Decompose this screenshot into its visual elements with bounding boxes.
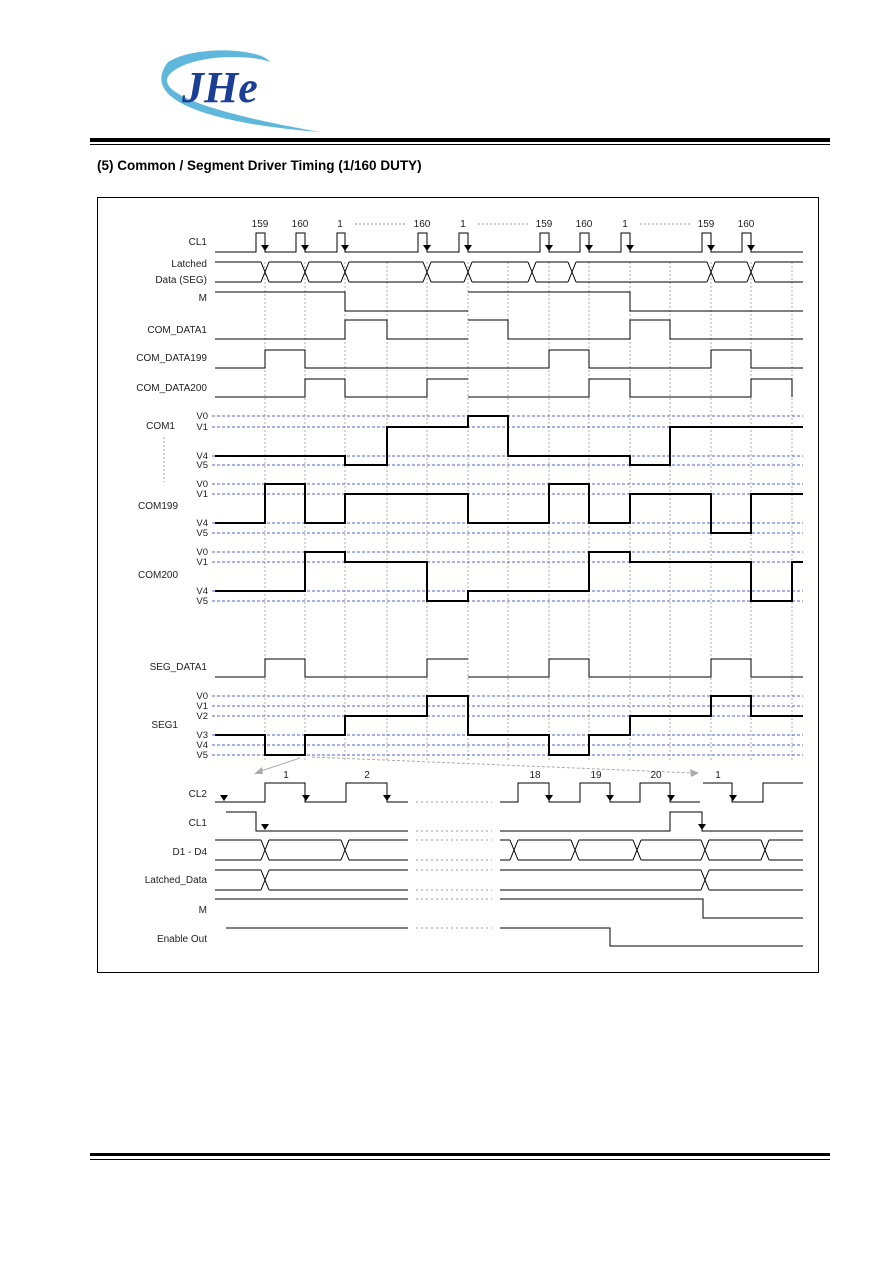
section-title: (5) Common / Segment Driver Timing (1/160 DUTY): [97, 158, 422, 173]
cl1-edge-arrow: [301, 245, 309, 251]
com-data1-label: COM_DATA1: [147, 325, 207, 336]
cl1-edge-arrow: [464, 245, 472, 251]
cl1-count-label: 160: [737, 219, 755, 230]
com-data200-label: COM_DATA200: [136, 383, 207, 394]
cl1-count-label: 160: [291, 219, 309, 230]
com1-level-v1: V1: [196, 422, 208, 433]
cl2-edge-arrow: [545, 795, 553, 801]
com199-waveform: [215, 484, 803, 533]
com-data199-waveform: [215, 350, 803, 368]
cl2-edge-arrow: [729, 795, 737, 801]
cl1-lower-edge-arrow: [698, 824, 706, 830]
footer-rule-thick: [90, 1153, 830, 1156]
cl1-edge-arrow: [341, 245, 349, 251]
com1-level-v0: V0: [196, 411, 208, 422]
m-lower-waveform-2: [500, 899, 803, 918]
cl2-count-label: 18: [529, 770, 541, 781]
cl1-edge-arrow: [585, 245, 593, 251]
enable-out-waveform-2: [500, 928, 803, 946]
cl1-lower-waveform-2: [500, 812, 803, 831]
cl1-edge-arrow: [261, 245, 269, 251]
cl2-edge-arrow: [383, 795, 391, 801]
zoom-arrow-left: [258, 758, 300, 772]
cl2-edge-arrow: [667, 795, 675, 801]
com200-waveform: [215, 552, 803, 601]
cl1-count-label: 160: [575, 219, 593, 230]
cl2-waveform-3: [703, 783, 803, 802]
m-label: M: [198, 293, 207, 304]
seg1-level-v1: V1: [196, 701, 208, 712]
cl1-count-label: 160: [413, 219, 431, 230]
cl1-count-label: 1: [337, 219, 343, 230]
seg-data1-label: SEG_DATA1: [149, 662, 207, 673]
com199-level-v5: V5: [196, 528, 208, 539]
cl2-edge-arrow: [220, 795, 228, 801]
m-waveform-1: [215, 292, 468, 311]
seg-data1-waveform-2: [468, 659, 803, 677]
com-data1-waveform-1: [215, 320, 468, 339]
com-data1-waveform-2: [468, 320, 803, 339]
latched-data-label: Latched_Data: [144, 875, 207, 886]
m-lower-label: M: [198, 905, 207, 916]
cl1-lower-edge-arrow: [261, 824, 269, 830]
com1-level-v5: V5: [196, 460, 208, 471]
cl2-count-label: 1: [715, 770, 721, 781]
m-waveform-2: [468, 292, 803, 311]
zoom-arrow-right-head: [690, 769, 699, 777]
cl2-waveform-1: [215, 783, 408, 802]
cl2-count-label: 20: [650, 770, 662, 781]
cl1-edge-arrow: [747, 245, 755, 251]
cl1-lower-waveform-1: [226, 812, 408, 831]
latched-seg-label-line2: Data (SEG): [155, 275, 207, 286]
cl2-edge-arrow: [606, 795, 614, 801]
com200-level-v1: V1: [196, 557, 208, 568]
com1-level-v4: V4: [196, 451, 208, 462]
com1-waveform: [215, 416, 803, 465]
seg-data1-waveform-1: [215, 659, 468, 677]
cl2-edge-arrow: [302, 795, 310, 801]
cl1-edge-arrow: [545, 245, 553, 251]
seg1-level-v3: V3: [196, 730, 208, 741]
com-data200-waveform-1: [215, 379, 468, 397]
cl1-edge-arrow: [707, 245, 715, 251]
d1-d4-label: D1 - D4: [172, 847, 207, 858]
cl1-count-label: 1: [622, 219, 628, 230]
cl2-label: CL2: [188, 789, 207, 800]
zoom-arrow-left-head: [254, 767, 263, 774]
com199-label: COM199: [137, 501, 178, 512]
com200-level-v4: V4: [196, 586, 208, 597]
seg1-level-v5: V5: [196, 750, 208, 761]
cl1-count-label: 159: [251, 219, 269, 230]
com199-level-v0: V0: [196, 479, 208, 490]
cl1-count-label: 1: [460, 219, 466, 230]
com200-level-v5: V5: [196, 596, 208, 607]
cl1-waveform: [215, 233, 803, 252]
com-data199-label: COM_DATA199: [136, 353, 207, 364]
cl2-count-label: 2: [364, 770, 370, 781]
com200-label: COM200: [137, 570, 178, 581]
cl2-count-label: 19: [590, 770, 602, 781]
logo-letters: JHe: [182, 63, 258, 112]
enable-out-label: Enable Out: [156, 934, 207, 945]
seg1-level-v0: V0: [196, 691, 208, 702]
cl1-count-label: 159: [535, 219, 553, 230]
com199-level-v4: V4: [196, 518, 208, 529]
cl1-edge-arrow: [626, 245, 634, 251]
com200-level-v0: V0: [196, 547, 208, 558]
footer-rule-thin: [90, 1159, 830, 1160]
com-data200-waveform-2: [468, 379, 792, 397]
seg1-waveform: [215, 696, 803, 755]
com1-label: COM1: [146, 421, 175, 432]
cl1-lower-label: CL1: [188, 818, 207, 829]
com199-level-v1: V1: [196, 489, 208, 500]
cl1-edge-arrow: [423, 245, 431, 251]
cl1-label: CL1: [188, 237, 207, 248]
cl2-count-label: 1: [283, 770, 289, 781]
cl1-count-label: 159: [697, 219, 715, 230]
seg1-level-v2: V2: [196, 711, 208, 722]
seg1-level-v4: V4: [196, 740, 208, 751]
seg1-label: SEG1: [151, 720, 178, 731]
latched-seg-label-line1: Latched: [171, 259, 207, 270]
